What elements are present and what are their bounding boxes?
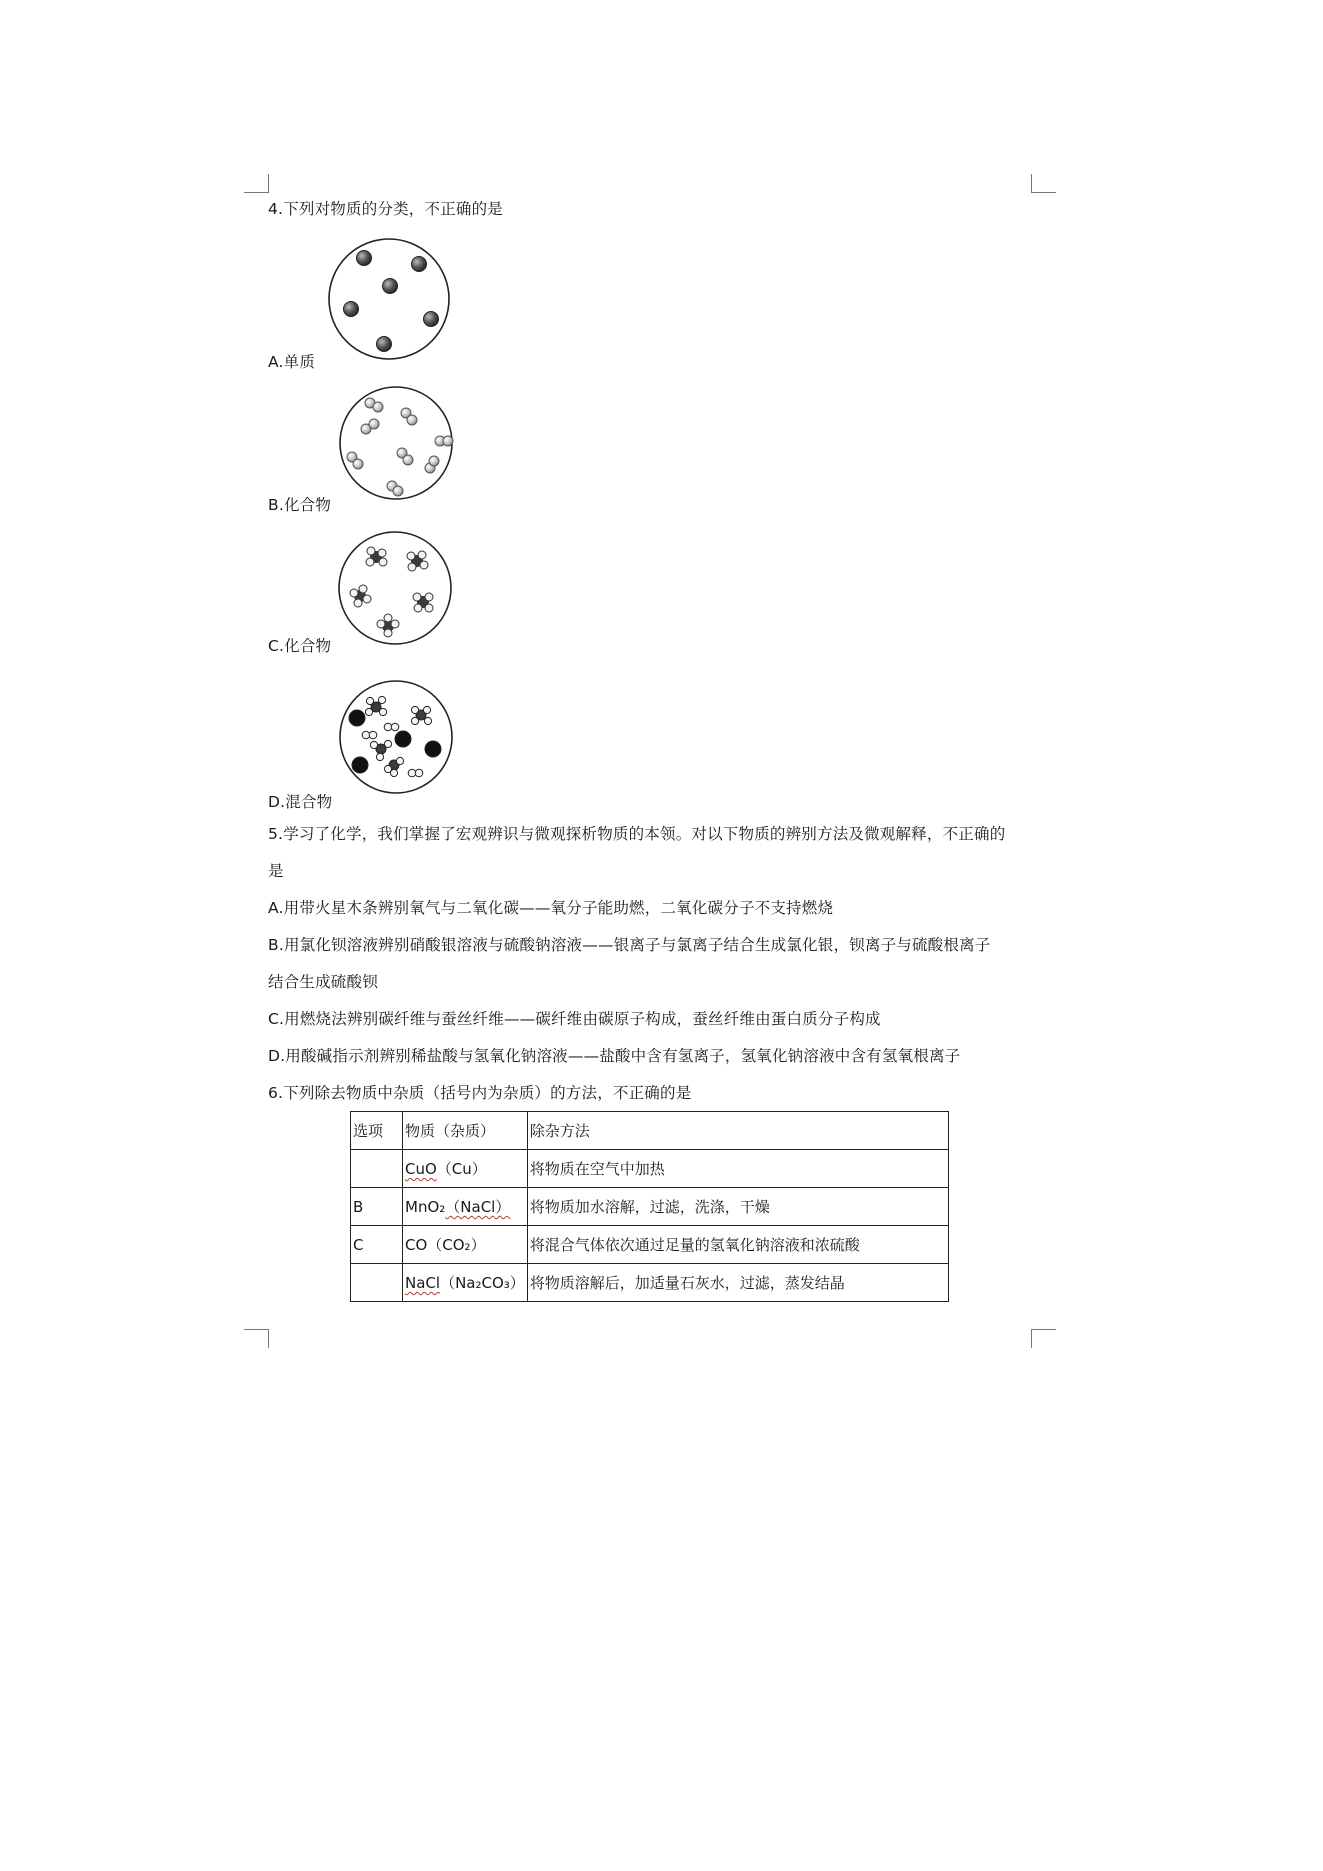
row-method: 将物质加水溶解，过滤，洗涤，干燥 (527, 1188, 948, 1226)
q5-option-b-line1: B.用氯化钡溶液辨别硝酸银溶液与硫酸钠溶液——银离子与氯离子结合生成氯化银，钡离子与硫酸根离子 (268, 936, 991, 954)
q4-option-a: A.单质 (268, 353, 316, 371)
q6-table (350, 1111, 949, 1302)
corner-mark-top-right (1031, 174, 1056, 193)
row-option: B (351, 1188, 403, 1226)
corner-mark-bottom-left (244, 1329, 269, 1348)
row-option (351, 1264, 403, 1302)
atom (377, 337, 392, 352)
q4-stem: 4.下列对物质的分类，不正确的是 (268, 200, 503, 218)
corner-mark-top-left (244, 174, 269, 193)
substance-impurity: （Cu） (436, 1160, 487, 1178)
table-row (351, 1264, 949, 1302)
substance-main: NaCl (405, 1274, 441, 1292)
q5-stem-line1: 5.学习了化学，我们掌握了宏观辨识与微观探析物质的本领。对以下物质的辨别方法及微观解释，不正确的 (268, 825, 1006, 843)
row-method: 将混合气体依次通过足量的氢氧化钠溶液和浓硫酸 (527, 1226, 948, 1264)
header-substance: 物质（杂质） (403, 1112, 528, 1150)
atom (344, 302, 359, 317)
atom (357, 251, 372, 266)
q5-option-d: D.用酸碱指示剂辨别稀盐酸与氢氧化钠溶液——盐酸中含有氢离子，氢氧化钠溶液中含有氢氧根离子 (268, 1047, 961, 1065)
diagram-b-diatomic-molecules (338, 383, 458, 503)
atom (424, 312, 439, 327)
substance-impurity: （CO₂） (427, 1236, 486, 1254)
table-row (351, 1150, 949, 1188)
substance-main: CO (405, 1236, 428, 1254)
diagram-a-single-atoms (326, 236, 452, 362)
header-method: 除杂方法 (527, 1112, 948, 1150)
substance-impurity: （Na₂CO₃） (440, 1274, 525, 1292)
row-substance (403, 1188, 528, 1226)
atom (412, 257, 427, 272)
q6-stem: 6.下列除去物质中杂质（括号内为杂质）的方法，不正确的是 (268, 1084, 692, 1102)
row-option (351, 1150, 403, 1188)
diagram-c-compound-molecules (336, 529, 454, 647)
row-substance (403, 1226, 528, 1264)
substance-main: CuO (405, 1160, 437, 1178)
q5-option-c: C.用燃烧法辨别碳纤维与蚕丝纤维——碳纤维由碳原子构成，蚕丝纤维由蛋白质分子构成 (268, 1010, 881, 1028)
row-option: C (351, 1226, 403, 1264)
diagram-d-mixture (336, 677, 456, 797)
row-substance (403, 1264, 528, 1302)
header-option: 选项 (351, 1112, 403, 1150)
substance-main: MnO₂ (405, 1198, 446, 1216)
q5-option-b-line2: 结合生成硫酸钡 (268, 973, 378, 991)
row-method: 将物质在空气中加热 (527, 1150, 948, 1188)
corner-mark-bottom-right (1031, 1329, 1056, 1348)
q4-option-c: C.化合物 (268, 637, 332, 655)
q5-option-a: A.用带火星木条辨别氧气与二氧化碳——氧分子能助燃，二氧化碳分子不支持燃烧 (268, 899, 834, 917)
substance-impurity: （NaCl） (445, 1198, 511, 1216)
q4-option-d: D.混合物 (268, 793, 333, 811)
q4-option-b: B.化合物 (268, 496, 332, 514)
table-header-row (351, 1112, 949, 1150)
atom (383, 279, 398, 294)
q5-stem-line2: 是 (268, 862, 284, 880)
row-substance (403, 1150, 528, 1188)
row-method: 将物质溶解后，加适量石灰水，过滤，蒸发结晶 (527, 1264, 948, 1302)
table-row (351, 1188, 949, 1226)
table-row (351, 1226, 949, 1264)
